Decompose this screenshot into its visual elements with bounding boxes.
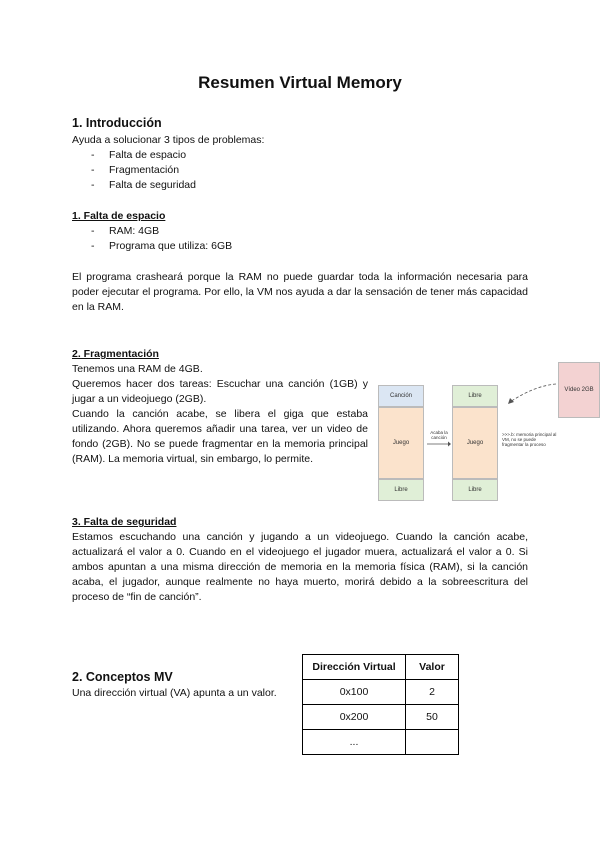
concepts-heading: 2. Conceptos MV <box>72 670 173 684</box>
list-item: - Falta de seguridad <box>72 178 196 193</box>
fragment-text <box>72 362 368 467</box>
space-heading: 1. Falta de espacio <box>72 210 166 222</box>
table-row <box>303 680 459 705</box>
fragment-heading: 2. Fragmentación <box>72 348 159 360</box>
space-list <box>72 224 232 254</box>
ram-block-game: Juego <box>452 407 498 479</box>
ram-block-song: Canción <box>378 385 424 407</box>
list-item: - Falta de espacio <box>72 148 196 163</box>
security-heading: 3. Falta de seguridad <box>72 516 177 528</box>
table-header-row <box>303 655 459 680</box>
intro-list <box>72 148 196 193</box>
intro-text: Ayuda a solucionar 3 tipos de problemas: <box>72 134 265 146</box>
list-item: - RAM: 4GB <box>72 224 232 239</box>
table-cell: 0x100 <box>303 680 406 705</box>
list-item: - Fragmentación <box>72 163 196 178</box>
ram-block-game: Juego <box>378 407 424 479</box>
table-row <box>303 730 459 755</box>
fragment-line: Queremos hacer dos tareas: Escuchar una canción (1GB) y jugar a un videojuego (2GB). <box>72 378 368 405</box>
virtual-address-table <box>302 654 459 755</box>
fragment-line: Cuando la canción acabe, se libera el giga que estaba utilizando. Ahora queremos añadir una tarea, ver un video de fondo (2GB). No se puede fragmentar en la memoria principal (RAM). La memoria virtual, sin embargo, lo permite. <box>72 408 368 465</box>
space-paragraph: El programa crasheará porque la RAM no puede guardar toda la información necesaria para poder ejecutar el programa. Por ello, la VM nos ayuda a dar la sensación de tener más capacidad en la RAM. <box>72 271 528 313</box>
table-header: Dirección Virtual <box>303 655 406 680</box>
ram-block-free: Libre <box>452 385 498 407</box>
arrow-icon <box>426 440 452 448</box>
fragmentation-diagram <box>370 360 600 505</box>
ram-block-free: Libre <box>452 479 498 501</box>
diagram-note: >>>.b: memoria principal al VM, no se puede fragmentar la proceso <box>502 432 557 447</box>
intro-heading: 1. Introducción <box>72 116 162 130</box>
table-cell <box>406 730 459 755</box>
table-row <box>303 705 459 730</box>
table-cell: 2 <box>406 680 459 705</box>
ram-block-free: Libre <box>378 479 424 501</box>
table-cell: ... <box>303 730 406 755</box>
table-cell: 0x200 <box>303 705 406 730</box>
security-paragraph: Estamos escuchando una canción y jugando a un videojuego. Cuando la canción acabe, actualizará el valor a 0. Cuando en el videojuego el jugador muera, actualizará el valor a 0. Si ambos apuntan a una misma dirección de memoria en la memoria física (RAM), si la canción acaba, el jugador, aunque realmente no haya muerto, morirá debido a la sobreescritura del proceso de “fin de canción”. <box>72 531 528 603</box>
video-block: Vídeo 2GB <box>558 362 600 418</box>
dashed-arrow-icon <box>504 380 560 406</box>
page-title: Resumen Virtual Memory <box>198 73 402 92</box>
concepts-text: Una dirección virtual (VA) apunta a un valor. <box>72 687 277 699</box>
table-header: Valor <box>406 655 459 680</box>
list-item: - Programa que utiliza: 6GB <box>72 239 232 254</box>
arrow-label: Acaba la canción <box>430 430 448 440</box>
fragment-line: Tenemos una RAM de 4GB. <box>72 363 203 375</box>
table-cell: 50 <box>406 705 459 730</box>
